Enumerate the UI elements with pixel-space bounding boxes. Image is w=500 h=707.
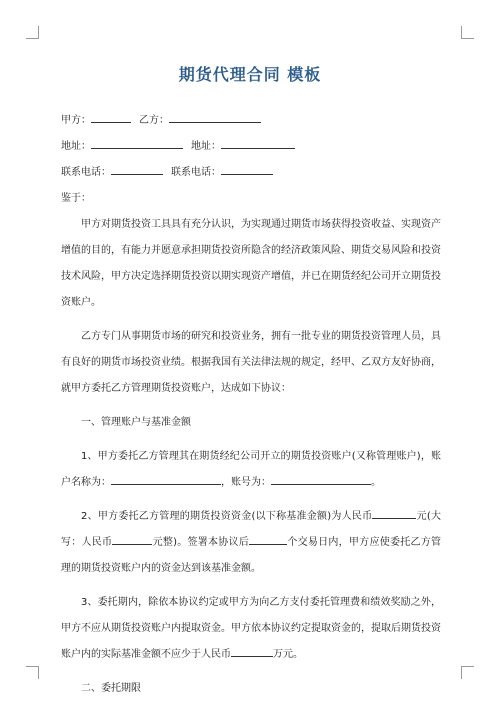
party-b-label: 乙方： bbox=[139, 115, 169, 126]
phone-b-blank[interactable] bbox=[221, 162, 273, 175]
clause-2-text-c: 元整)。签署本协议后 bbox=[152, 537, 250, 548]
address-line bbox=[61, 134, 441, 160]
clause-1-text-c: 。 bbox=[371, 477, 381, 488]
crop-mark-top-left bbox=[26, 26, 39, 39]
party-line bbox=[61, 108, 441, 134]
party-a-label: 甲方： bbox=[61, 115, 91, 126]
clause-2-text-a: 2、甲方委托乙方管理的期货投资资金(以下称基准金额)为人民币 bbox=[81, 511, 373, 522]
address-a-blank[interactable] bbox=[91, 136, 183, 149]
section-heading-account: 一、管理账户与基准金额 bbox=[81, 417, 191, 428]
document-title: 期货代理合同 模板 bbox=[178, 65, 322, 84]
minimum-amount-blank[interactable] bbox=[231, 644, 273, 657]
address-b-label: 地址： bbox=[191, 141, 221, 152]
clause-3 bbox=[61, 590, 441, 668]
phone-a-blank[interactable] bbox=[111, 162, 163, 175]
clause-1-text-a: 1、甲方委托乙方管理其在期货经纪公司开立的期货投资账户(又称管理账户)，账户名称为： bbox=[61, 451, 441, 488]
whereas-heading: 鉴于： bbox=[61, 193, 91, 204]
base-amount-uppercase-blank[interactable] bbox=[112, 532, 152, 545]
clause-2 bbox=[61, 504, 441, 582]
account-number-blank[interactable] bbox=[271, 472, 371, 485]
account-name-blank[interactable] bbox=[111, 472, 221, 485]
clause-2-text-d: 个交易日内，甲方应使委托乙方管理的期货投资账户内的资金达到该基准金额。 bbox=[61, 537, 442, 574]
phone-b-label: 联系电话： bbox=[171, 167, 221, 178]
clause-3-text-b: 万元。 bbox=[273, 649, 303, 660]
clause-1 bbox=[61, 444, 441, 496]
crop-mark-top-right bbox=[461, 26, 474, 39]
section-heading-term: 二、委托期限 bbox=[81, 683, 141, 694]
party-b-blank[interactable] bbox=[169, 110, 261, 123]
address-a-label: 地址： bbox=[61, 141, 91, 152]
address-b-blank[interactable] bbox=[221, 136, 295, 149]
phone-line bbox=[61, 160, 441, 186]
trading-days-blank[interactable] bbox=[249, 532, 287, 545]
phone-a-label: 联系电话： bbox=[61, 167, 111, 178]
clause-3-text-a: 3、委托期内，除依本协议约定或甲方为向乙方支付委托管理费和绩效奖励之外，甲方不应从期货投资账户内提取资金。甲方依本协议约定提取资金的，提取后期货投资账户内的实际基准金额不应少于人民币 bbox=[61, 597, 441, 660]
crop-mark-bottom-left bbox=[26, 666, 39, 679]
party-a-blank[interactable] bbox=[91, 110, 131, 123]
paragraph-party-b-profile: 乙方专门从事期货市场的研究和投资业务，拥有一批专业的期货投资管理人员，具有良好的期货市场投资业绩。根据我国有关法律法规的规定，经甲、乙双方友好协商，就甲方委托乙方管理期货投资账户，达成如下协议： bbox=[61, 331, 441, 394]
clause-2-text-b: 元(大写：人民币 bbox=[61, 511, 441, 548]
base-amount-blank[interactable] bbox=[372, 506, 416, 519]
document-body bbox=[61, 108, 441, 702]
clause-1-text-b: ，账号为： bbox=[221, 477, 271, 488]
paragraph-party-a-intent: 甲方对期货投资工具具有充分认识，为实现通过期货市场获得投资收益、实现资产增值的目的，有能力并愿意承担期货投资所隐含的经济政策风险、期货交易风险和投资技术风险，甲方决定选择期货投资以期实现资产增值，并已在期货经纪公司开立期货投资账户。 bbox=[61, 219, 441, 308]
crop-mark-bottom-right bbox=[461, 666, 474, 679]
